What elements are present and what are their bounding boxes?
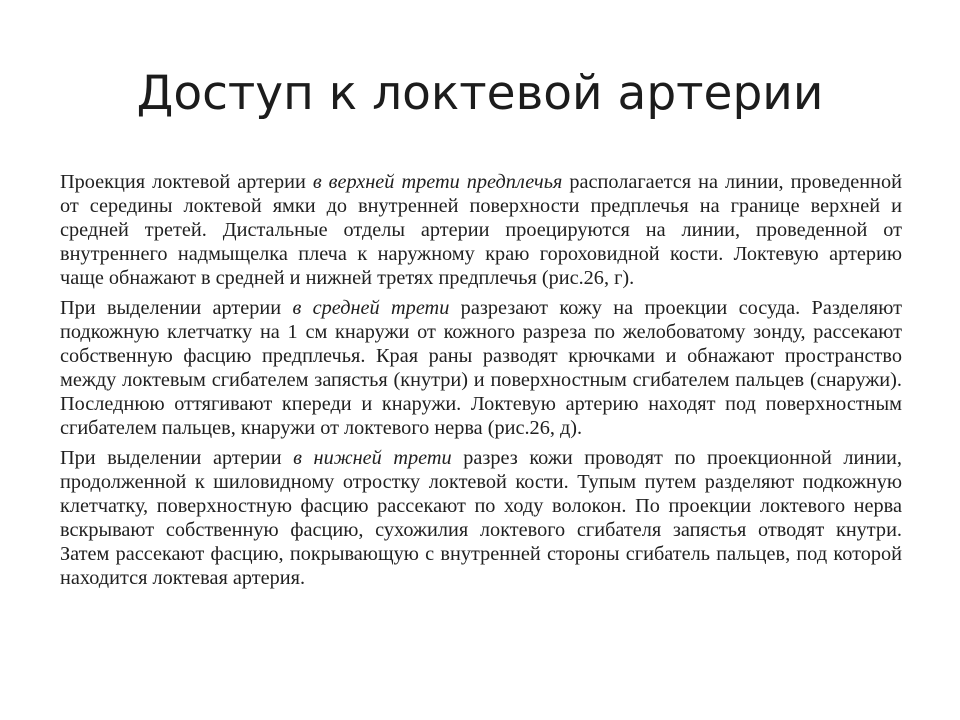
paragraph-1-emphasis: в верхней трети предплечья	[312, 171, 563, 193]
paragraph-2-emphasis: в средней трети	[292, 297, 450, 319]
paragraph-3-emphasis: в нижней трети	[293, 447, 452, 469]
paragraph-1-text: располагается на линии, проведенной от середины локтевой ямки до внутренней поверхности предплечья на границе верхней и средней третей. Дистальные отделы артерии проецируются на линии, проведенной от внутреннего надмыщелка плеча к наружному краю гороховидной кости. Локтевую артерию чаще обнажают в средней и нижней третях предплечья (рис.26, г).	[60, 171, 902, 289]
slide-body	[60, 170, 902, 596]
paragraph-1-lead: Проекция локтевой артерии	[60, 171, 313, 193]
slide-title: Доступ к локтевой артерии	[136, 66, 824, 121]
paragraph-2-text: разрезают кожу на проекции сосуда. Разделяют подкожную клетчатку на 1 см кнаружи от кожного разреза по желобоватому зонду, рассекают собственную фасцию предплечья. Края раны разводят крючками и обнажают пространство между локтевым сгибателем запястья (кнутри) и поверхностным сгибателем пальцев (снаружи). Последнюю оттягивают кпереди и кнаружи. Локтевую артерию находят под поверхностным сгибателем пальцев, кнаружи от локтевого нерва (рис.26, д).	[60, 297, 903, 439]
paragraph-3-lead: При выделении артерии	[60, 447, 294, 469]
paragraph-middle-third	[60, 296, 902, 440]
paragraph-2-lead: При выделении артерии	[60, 297, 293, 319]
paragraph-lower-third	[60, 446, 902, 590]
paragraph-3-text: разрез кожи проводят по проекционной линии, продолженной к шиловидному отростку локтевой кости. Тупым путем разделяют подкожную клетчатку, поверхностную фасцию рассекают по ходу волокон. По проекции локтевого нерва вскрывают собственную фасцию, сухожилия локтевого сгибателя запястья отводят кнутри. Затем рассекают фасцию, покрывающую с внутренней стороны сгибатель пальцев, под которой находится локтевая артерия.	[60, 447, 902, 589]
paragraph-upper-third	[60, 170, 902, 290]
